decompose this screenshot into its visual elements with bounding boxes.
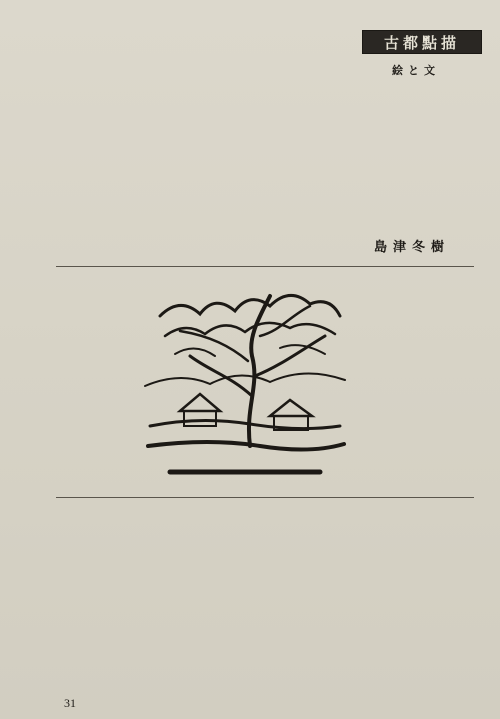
- article-title: 古都點描: [383, 33, 460, 52]
- article-title-box: [362, 30, 482, 54]
- article-subtitle: 絵と文: [392, 64, 440, 77]
- band-divider-upper: [56, 266, 474, 267]
- author-name: 島津冬樹: [374, 240, 451, 255]
- band-divider-lower: [56, 497, 474, 498]
- tree-landscape-sketch-icon: [140, 276, 348, 486]
- page-number: 31: [64, 696, 76, 710]
